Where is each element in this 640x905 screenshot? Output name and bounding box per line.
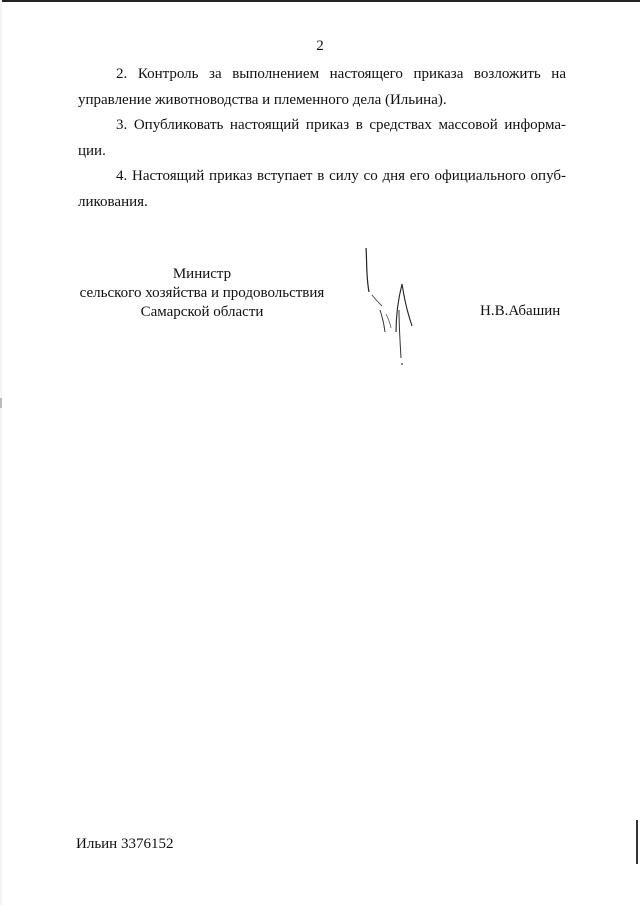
signatory-name: Н.В.Абашин xyxy=(480,303,561,319)
paragraph-3 xyxy=(78,112,566,164)
paragraph-4 xyxy=(78,163,566,215)
paragraph-3-continuation: ции. xyxy=(78,143,106,159)
paragraph-3-first-line: 3. Опубликовать настоящий приказ в средствах массовой информа- xyxy=(116,117,566,133)
handwritten-signature xyxy=(352,240,432,370)
paragraph-2-continuation: управление животноводства и племенного дела (Ильина). xyxy=(78,92,447,108)
scan-mark-left xyxy=(0,398,2,408)
scan-mark-right xyxy=(636,820,638,864)
signatory-title-line-1: Министр xyxy=(172,266,232,282)
paragraph-2 xyxy=(78,61,566,113)
paragraph-4-first-line: 4. Настоящий приказ вступает в силу со дня его официального опуб- xyxy=(116,168,566,184)
paragraph-4-continuation: ликования. xyxy=(78,194,148,210)
signatory-title xyxy=(60,265,344,322)
scan-border-top xyxy=(0,0,640,2)
signatory-title-line-3: Самарской области xyxy=(140,304,264,320)
paragraph-2-first-line: 2. Контроль за выполнением настоящего приказа возложить на xyxy=(116,66,566,82)
executor-footer: Ильин 3376152 xyxy=(76,836,174,852)
scan-border-left xyxy=(0,0,2,905)
page-number: 2 xyxy=(316,38,324,54)
signatory-title-line-2: сельского хозяйства и продовольствия xyxy=(79,285,325,301)
